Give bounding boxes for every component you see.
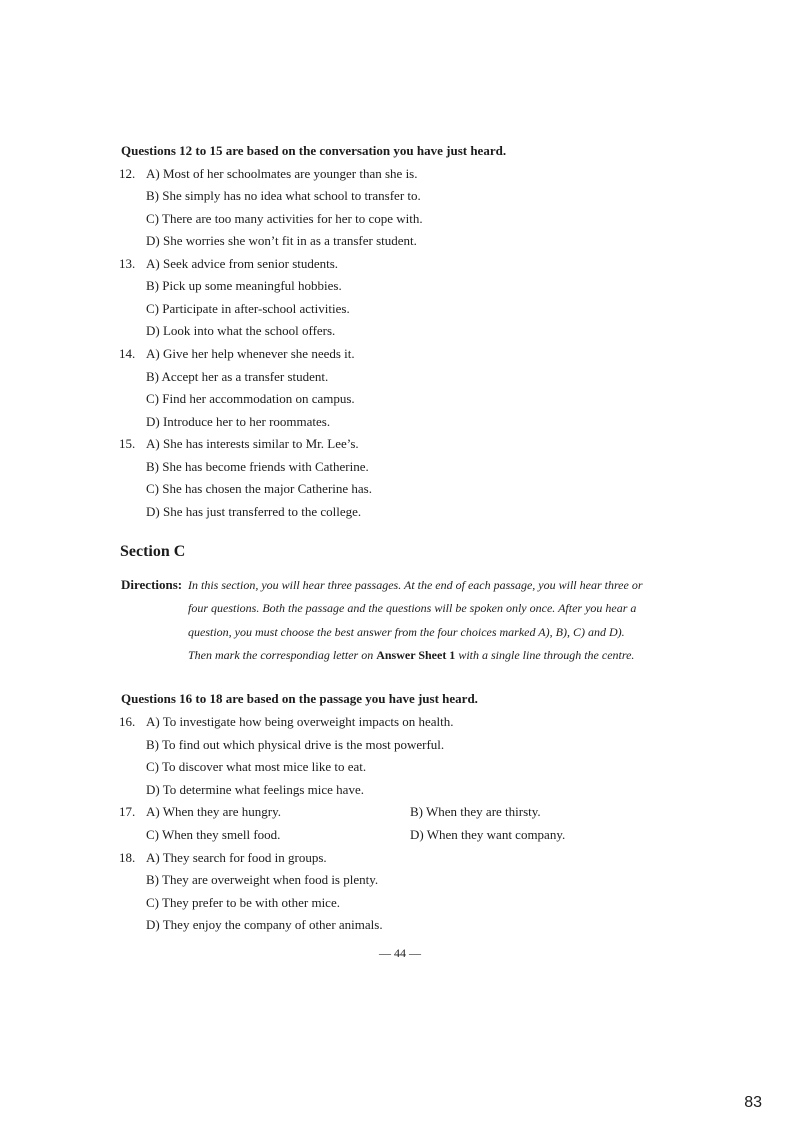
directions-text: with a single line through the centre. [458,648,635,662]
option-d: D) They enjoy the company of other animals. [146,917,383,932]
option-b: B) She has become friends with Catherine. [146,459,369,474]
option-a: A) She has interests similar to Mr. Lee’s. [146,436,359,451]
option-d: D) Introduce her to her roommates. [146,414,331,429]
directions-line: four questions. Both the passage and the questions will be spoken only once. After you hear a [188,601,637,615]
option-c: C) She has chosen the major Catherine has. [146,481,372,496]
option-b: B) They are overweight when food is plenty. [146,872,379,887]
option-d: D) To determine what feelings mice have. [146,782,364,797]
option-c: C) They prefer to be with other mice. [146,895,340,910]
option-a: A) They search for food in groups. [146,850,327,865]
question-13 [119,256,338,272]
option-a: A) Give her help whenever she needs it. [146,346,355,361]
option-d: D) When they want company. [410,827,566,842]
question-number: 14. [119,346,136,361]
option-c: C) Participate in after-school activities. [146,301,350,316]
question-16 [119,714,454,730]
option-c: C) To discover what most mice like to eat. [146,759,367,774]
question-number: 18. [119,850,136,865]
answer-sheet-label: Answer Sheet 1 [376,648,456,662]
directions-line [188,648,634,663]
page-number: — 44 — [379,946,421,960]
question-14 [119,346,355,362]
question-18 [119,850,327,866]
option-d: D) She has just transferred to the college. [146,504,362,519]
question-number: 12. [119,166,136,181]
question-17 [119,804,281,820]
option-a: A) Most of her schoolmates are younger than she is. [146,166,418,181]
option-c: C) When they smell food. [146,827,281,842]
question-number: 17. [119,804,136,819]
section-title: Section C [120,543,186,560]
option-a: A) To investigate how being overweight impacts on health. [146,714,454,729]
question-number: 13. [119,256,136,271]
option-c: C) Find her accommodation on campus. [146,391,355,406]
questions-12-15-heading: Questions 12 to 15 are based on the conversation you have just heard. [121,143,507,158]
directions-label: Directions: [121,577,183,592]
option-a: A) Seek advice from senior students. [146,256,339,271]
option-b: B) Pick up some meaningful hobbies. [146,278,342,293]
directions-text: Then mark the correspondiag letter on [188,648,374,662]
corner-page-number: 83 [744,1094,762,1111]
option-b: B) To find out which physical drive is the most powerful. [146,737,445,752]
option-b: B) When they are thirsty. [410,804,541,819]
option-a: A) When they are hungry. [146,804,282,819]
option-b: B) Accept her as a transfer student. [146,369,329,384]
question-number: 15. [119,436,136,451]
option-c: C) There are too many activities for her to cope with. [146,211,423,226]
questions-16-18-heading: Questions 16 to 18 are based on the passage you have just heard. [121,691,478,706]
option-d: D) Look into what the school offers. [146,323,336,338]
question-12 [119,166,418,182]
directions-line: In this section, you will hear three passages. At the end of each passage, you will hear three or [188,578,643,592]
option-b: B) She simply has no idea what school to transfer to. [146,188,421,203]
option-d: D) She worries she won’t fit in as a transfer student. [146,233,417,248]
directions-line: question, you must choose the best answer from the four choices marked A), B), C) and D). [188,625,625,639]
question-15 [119,436,359,452]
question-number: 16. [119,714,136,729]
